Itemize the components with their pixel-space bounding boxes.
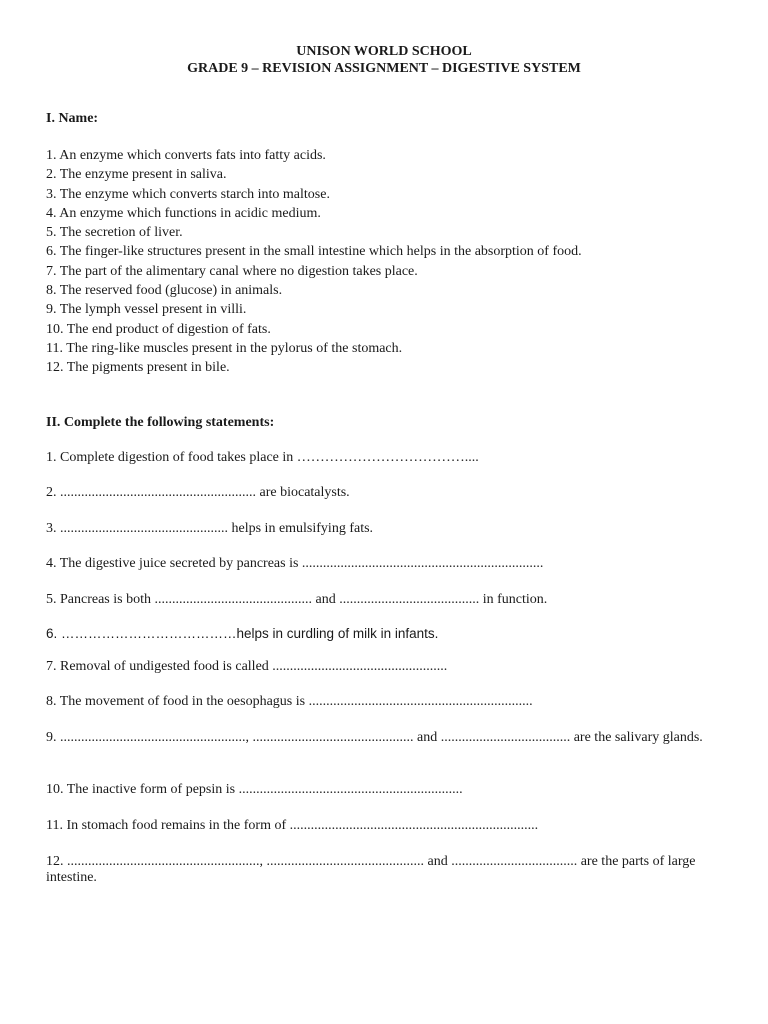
statement-item: 2. ........................................................ are biocatalysts. <box>46 485 350 500</box>
statement-item: 11. In stomach food remains in the form of ....................................................................... <box>46 818 539 833</box>
section-1-question-list <box>46 146 736 378</box>
statement-item: 4. The digestive juice secreted by pancreas is ..................................................................... <box>46 556 544 571</box>
question-item: 7. The part of the alimentary canal where no digestion takes place. <box>46 263 418 279</box>
question-item: 6. The finger-like structures present in the small intestine which helps in the absorption of food. <box>46 244 582 260</box>
statement-item: 9. ....................................................., .............................................. and ..................................... are the salivary glands. <box>46 730 703 745</box>
assignment-title: GRADE 9 – REVISION ASSIGNMENT – DIGESTIVE SYSTEM <box>187 61 581 76</box>
statement-item: 8. The movement of food in the oesophagus is ................................................................ <box>46 694 533 709</box>
section-2-heading: II. Complete the following statements: <box>46 415 275 430</box>
question-item: 10. The end product of digestion of fats. <box>46 321 271 337</box>
question-item: 2. The enzyme present in saliva. <box>46 167 227 183</box>
statement-item: 5. Pancreas is both ............................................. and ........................................ in function. <box>46 592 548 607</box>
statement-item: 3. ................................................ helps in emulsifying fats. <box>46 521 374 536</box>
question-item: 4. An enzyme which functions in acidic medium. <box>46 205 321 221</box>
statement-item: 1. Complete digestion of food takes place in ……………………………….... <box>46 450 479 465</box>
document-header <box>0 43 768 77</box>
statement-item: 7. Removal of undigested food is called .................................................. <box>46 659 448 674</box>
question-item: 8. The reserved food (glucose) in animals. <box>46 283 283 299</box>
statement-item: 12. ......................................................., ............................................. and .................................... are the parts of large intestine. <box>46 854 696 885</box>
section-1-heading: I. Name: <box>46 111 99 126</box>
statement-item: 6. …………………………………helps in curdling of milk in infants. <box>46 626 439 641</box>
question-item: 5. The secretion of liver. <box>46 225 183 241</box>
question-item: 3. The enzyme which converts starch into maltose. <box>46 186 330 202</box>
statement-item: 10. The inactive form of pepsin is ................................................................ <box>46 782 463 797</box>
question-item: 1. An enzyme which converts fats into fatty acids. <box>46 148 326 163</box>
school-name: UNISON WORLD SCHOOL <box>296 44 472 59</box>
question-item: 11. The ring-like muscles present in the pylorus of the stomach. <box>46 340 403 356</box>
question-item: 12. The pigments present in bile. <box>46 360 230 376</box>
question-item: 9. The lymph vessel present in villi. <box>46 302 247 318</box>
